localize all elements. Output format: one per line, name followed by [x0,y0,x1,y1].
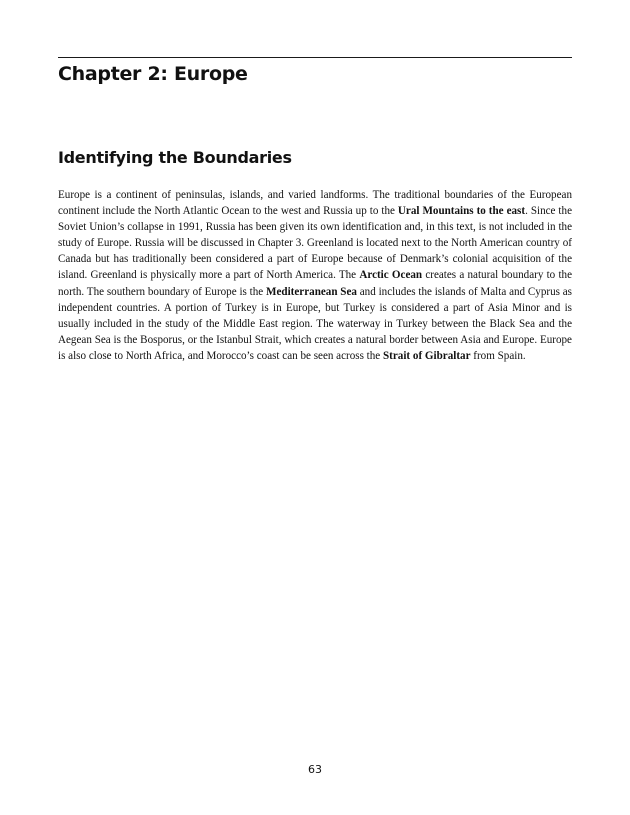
key-term-strait-of-gibraltar: Strait of Gibraltar [383,349,471,362]
body-paragraph [58,187,572,364]
body-text-run: creates a natural boundary to the north. The southern boundary of Europe is the [58,269,572,298]
section-title: Identifying the Boundaries [58,148,292,167]
chapter-title: Chapter 2: Europe [58,63,248,85]
key-term-arctic-ocean: Arctic Ocean [359,269,423,282]
key-term-mediterranean-sea: Mediterranean Sea [266,285,357,298]
body-text-run: and includes the islands of Malta and Cyprus as independent countries. A portion of Turkey is in Europe, but Turkey is considered a part of Asia Minor and is usually included in the study of the Middle East region. The waterway in Turkey between the Black Sea and the Aegean Sea is the Bosporus, or the Istanbul Strait, which creates a natural border between Asia and Europe. Europe is also close to North Africa, and Morocco’s coast can be seen across the [58,285,572,362]
body-text-run: from Spain. [470,349,526,362]
body-text-run: Europe is a continent of peninsulas, islands, and varied landforms. The traditional boundaries of the European continent include the North Atlantic Ocean to the west and Russia up to the [58,189,572,218]
page-number: 63 [308,763,322,776]
key-term-ural-mountains: Ural Mountains to the east [397,205,526,218]
body-text-run: . Since the Soviet Union’s collapse in 1991, Russia has been given its own identification and, in this text, is not included in the study of Europe. Russia will be discussed in Chapter 3. Greenland is located next to the North American country of Canada but has traditionally been considered a part of Europe because of Denmark’s colonial acquisition of the island. Greenland is physically more a part of North America. The [58,205,572,282]
chapter-divider-rule [58,57,572,58]
